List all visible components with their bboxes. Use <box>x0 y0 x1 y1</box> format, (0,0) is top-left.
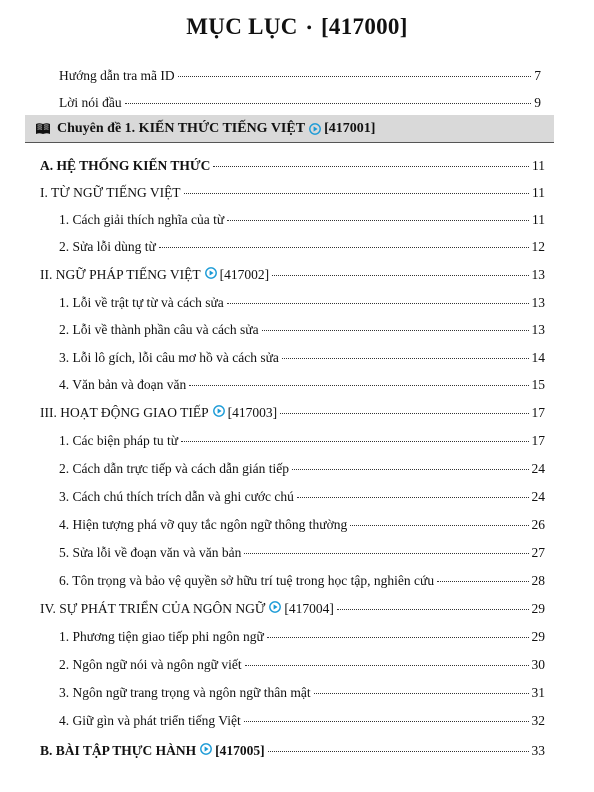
toc-entry-label: 2. Ngôn ngữ nói và ngôn ngữ viết <box>59 656 242 672</box>
play-circle-icon[interactable] <box>309 123 321 135</box>
toc-entry-item[interactable] <box>59 541 545 561</box>
toc-entry-label: 1. Cách giải thích nghĩa của từ <box>59 211 225 227</box>
toc-entry-page: 13 <box>531 266 545 282</box>
toc-entry-page: 13 <box>531 294 545 310</box>
chapter-code: [417001] <box>324 120 376 136</box>
toc-entry-page: 9 <box>534 94 541 110</box>
play-circle-icon[interactable] <box>269 601 281 613</box>
dot-leader <box>282 343 529 359</box>
toc-entry-page: 12 <box>531 238 545 254</box>
play-circle-icon[interactable] <box>200 743 212 755</box>
toc-entry-label: 4. Hiện tượng phá vỡ quy tắc ngôn ngữ thông thường <box>59 516 348 532</box>
toc-entry-page: 26 <box>531 516 545 532</box>
toc-entry-label: III. HOẠT ĐỘNG GIAO TIẾP <box>40 404 209 420</box>
toc-entry-preface[interactable] <box>59 91 541 111</box>
toc-entry-label: 1. Lỗi về trật tự từ và cách sửa <box>59 294 224 310</box>
toc-entry-page: 28 <box>531 572 545 588</box>
toc-entry-item[interactable] <box>59 653 545 673</box>
toc-entry-code: [417002] <box>219 266 270 282</box>
dot-leader <box>437 566 528 582</box>
toc-entry-label: IV. SỰ PHÁT TRIỂN CỦA NGÔN NGỮ <box>40 600 266 616</box>
toc-entry-item[interactable] <box>59 373 545 393</box>
toc-entry-label: 4. Văn bản và đoạn văn <box>59 376 187 392</box>
toc-entry-page: 29 <box>531 600 545 616</box>
dot-leader <box>184 178 529 194</box>
dot-leader <box>337 594 529 610</box>
toc-entry-code: [417003] <box>227 404 278 420</box>
dot-leader <box>350 510 528 526</box>
toc-entry-code: [417004] <box>284 600 334 616</box>
toc-entry-item[interactable] <box>59 569 545 589</box>
toc-entry-item[interactable] <box>59 318 545 338</box>
dot-leader <box>227 205 529 221</box>
toc-entry-part-i[interactable] <box>40 181 545 201</box>
toc-entry-label: 5. Sửa lỗi về đoạn văn và văn bản <box>59 544 242 560</box>
toc-entry-item[interactable] <box>59 709 545 729</box>
toc-entry-section-a[interactable] <box>40 154 545 174</box>
toc-entry-item[interactable] <box>59 235 545 255</box>
dot-leader <box>245 650 529 666</box>
book-icon <box>35 122 51 135</box>
dot-leader <box>181 426 528 442</box>
toc-entry-item[interactable] <box>59 513 545 533</box>
toc-entry-label: A. HỆ THỐNG KIẾN THỨC <box>40 157 211 173</box>
toc-entry-item[interactable] <box>59 485 545 505</box>
toc-entry-section-b[interactable] <box>40 739 545 759</box>
dot-leader <box>178 61 532 77</box>
toc-entry-page: 7 <box>534 67 541 83</box>
toc-entry-label: 6. Tôn trọng và bảo vệ quyền sở hữu trí tuệ trong học tập, nghiên cứu <box>59 572 435 588</box>
play-circle-icon[interactable] <box>213 405 225 417</box>
toc-entry-page: 30 <box>531 656 545 672</box>
title-separator: • <box>306 20 312 36</box>
toc-entry-label: 3. Ngôn ngữ trang trọng và ngôn ngữ thân mật <box>59 684 311 700</box>
toc-entry-part-ii[interactable] <box>40 263 545 283</box>
title-text: MỤC LỤC <box>186 14 298 39</box>
toc-entry-label: 1. Các biện pháp tu từ <box>59 432 179 448</box>
toc-entry-label: I. TỪ NGỮ TIẾNG VIỆT <box>40 184 181 200</box>
toc-entry-page: 14 <box>531 349 545 365</box>
toc-entry-label: Lời nói đầu <box>59 94 122 110</box>
toc-entry-page: 13 <box>531 321 545 337</box>
dot-leader <box>272 260 528 276</box>
title-code: [417000] <box>320 14 408 39</box>
dot-leader <box>280 398 528 414</box>
toc-entry-page: 33 <box>531 742 545 758</box>
chapter-banner[interactable] <box>25 115 554 143</box>
toc-entry-item[interactable] <box>59 346 545 366</box>
toc-entry-item[interactable] <box>59 208 545 228</box>
toc-entry-page: 11 <box>532 184 545 200</box>
toc-entry-item[interactable] <box>59 457 545 477</box>
toc-entry-page: 29 <box>531 628 545 644</box>
toc-entry-label: 2. Cách dẫn trực tiếp và cách dẫn gián tiếp <box>59 460 289 476</box>
dot-leader <box>297 482 529 498</box>
toc-entry-label: 1. Phương tiện giao tiếp phi ngôn ngữ <box>59 628 264 644</box>
toc-entry-page: 32 <box>531 712 545 728</box>
toc-entry-item[interactable] <box>59 291 545 311</box>
dot-leader <box>244 538 528 554</box>
toc-entry-label: 3. Cách chú thích trích dẫn và ghi cước chú <box>59 488 294 504</box>
toc-entry-item[interactable] <box>59 625 545 645</box>
toc-entry-label: 2. Sửa lỗi dùng từ <box>59 238 156 254</box>
toc-entry-label: II. NGỮ PHÁP TIẾNG VIỆT <box>40 266 201 282</box>
dot-leader <box>262 315 529 331</box>
toc-entry-page: 11 <box>532 211 545 227</box>
toc-entry-page: 31 <box>531 684 545 700</box>
toc-entry-page: 17 <box>531 404 545 420</box>
play-circle-icon[interactable] <box>205 267 217 279</box>
toc-entry-label: Hướng dẫn tra mã ID <box>59 67 175 83</box>
toc-entry-part-iii[interactable] <box>40 401 545 421</box>
dot-leader <box>268 736 529 752</box>
dot-leader <box>227 288 529 304</box>
toc-entry-item[interactable] <box>59 681 545 701</box>
toc-entry-page: 24 <box>531 488 545 504</box>
toc-entry-page: 15 <box>531 376 545 392</box>
chapter-label: Chuyên đề 1. KIẾN THỨC TIẾNG VIỆT <box>57 120 306 136</box>
dot-leader <box>213 151 529 167</box>
toc-entry-label: 4. Giữ gìn và phát triển tiếng Việt <box>59 712 241 728</box>
dot-leader <box>125 88 532 104</box>
dot-leader <box>267 622 529 638</box>
dot-leader <box>292 454 529 470</box>
toc-entry-page: 11 <box>532 157 545 173</box>
dot-leader <box>244 706 529 722</box>
toc-entry-guide[interactable] <box>59 64 541 84</box>
toc-entry-label: B. BÀI TẬP THỰC HÀNH <box>40 742 197 758</box>
toc-entry-label: 2. Lỗi về thành phần câu và cách sửa <box>59 321 259 337</box>
toc-entry-code: [417005] <box>215 742 265 758</box>
dot-leader <box>189 370 528 386</box>
toc-entry-page: 17 <box>531 432 545 448</box>
toc-entry-page: 24 <box>531 460 545 476</box>
dot-leader <box>314 678 529 694</box>
toc-entry-page: 27 <box>531 544 545 560</box>
toc-entry-label: 3. Lỗi lô gích, lỗi câu mơ hồ và cách sửa <box>59 349 279 365</box>
toc-entry-item[interactable] <box>59 429 545 449</box>
toc-entry-part-iv[interactable] <box>40 597 545 617</box>
page-title <box>0 14 594 40</box>
dot-leader <box>159 232 529 248</box>
